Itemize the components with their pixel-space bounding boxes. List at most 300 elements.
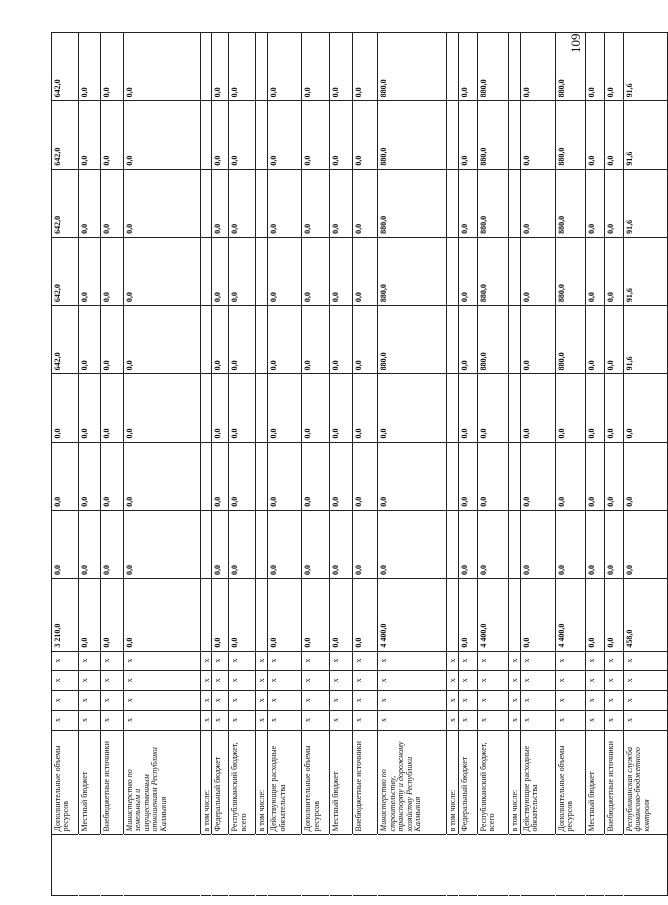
value-cell: 0,0 [79,306,101,374]
value-cell [447,169,458,237]
value-cell: 0,0 [353,510,378,578]
code-cell: x [101,651,124,671]
code-cell: x [555,671,585,691]
table-row [353,33,378,896]
value-cell: 0,0 [520,374,555,442]
value-cell: 880,0 [555,237,585,305]
value-cell: 0,0 [330,374,353,442]
value-cell: 0,0 [212,101,229,169]
value-cell: 0,0 [229,306,256,374]
table-row [101,33,124,896]
code-cell: x [330,651,353,671]
program-cell [458,835,477,896]
value-cell: 0,0 [302,101,330,169]
value-cell [256,510,268,578]
code-cell: x [212,671,229,691]
value-cell: 642,0 [52,306,79,374]
value-cell: 0,0 [212,579,229,652]
value-cell [201,442,212,510]
value-cell [201,237,212,305]
value-cell: 0,0 [458,579,477,652]
code-cell: x [302,671,330,691]
value-cell: 880,0 [378,237,447,305]
value-cell: 0,0 [353,101,378,169]
program-cell [52,835,79,896]
value-cell: 0,0 [520,306,555,374]
row-label: Республиканский бюджет, всего [477,730,508,835]
row-label: Внебюджетные источники [353,730,378,835]
value-cell: 0,0 [458,442,477,510]
value-cell: 0,0 [302,442,330,510]
value-cell: 0,0 [101,442,124,510]
code-cell: x [302,691,330,711]
code-cell: x [256,691,268,711]
value-cell: 0,0 [623,442,667,510]
code-cell: x [604,651,623,671]
value-cell [508,101,520,169]
value-cell: 0,0 [585,374,604,442]
value-cell [256,33,268,101]
code-cell: x [330,711,353,731]
value-cell [201,306,212,374]
code-cell: x [477,691,508,711]
value-cell: 0,0 [604,237,623,305]
code-cell: x [101,711,124,731]
code-cell: x [508,651,520,671]
value-cell: 3 210,0 [52,579,79,652]
code-cell: x [79,671,101,691]
value-cell: 0,0 [520,510,555,578]
program-cell [477,835,508,896]
code-cell: x [555,691,585,711]
code-cell: x [508,711,520,731]
value-cell: 0,0 [101,374,124,442]
value-cell: 91,6 [623,237,667,305]
value-cell [508,306,520,374]
program-cell [212,835,229,896]
row-label: Местный бюджет [585,730,604,835]
value-cell: 0,0 [229,101,256,169]
value-cell: 0,0 [79,510,101,578]
value-cell: 0,0 [268,237,302,305]
value-cell: 0,0 [302,510,330,578]
value-cell: 0,0 [604,442,623,510]
code-cell: x [447,651,458,671]
value-cell: 4 400,0 [477,579,508,652]
value-cell: 91,6 [623,306,667,374]
value-cell: 0,0 [124,237,201,305]
table-row [520,33,555,896]
value-cell: 880,0 [378,306,447,374]
table-row [201,33,212,896]
value-cell: 0,0 [623,510,667,578]
value-cell: 0,0 [268,442,302,510]
code-cell: x [302,651,330,671]
program-cell [330,835,353,896]
value-cell [256,101,268,169]
value-cell: 0,0 [229,33,256,101]
value-cell: 0,0 [520,169,555,237]
program-cell [229,835,256,896]
code-cell: x [378,671,447,691]
budget-table-body [52,33,668,896]
value-cell: 0,0 [268,579,302,652]
row-label: в том числе: [256,730,268,835]
code-cell: x [201,711,212,731]
value-cell [256,442,268,510]
code-cell: x [79,711,101,731]
code-cell: x [101,691,124,711]
table-row [604,33,623,896]
row-label: Местный бюджет [330,730,353,835]
row-label: Республиканский бюджет, всего [229,730,256,835]
value-cell: 0,0 [79,374,101,442]
value-cell [447,33,458,101]
value-cell: 0,0 [79,579,101,652]
code-cell: x [508,691,520,711]
value-cell: 0,0 [79,169,101,237]
row-label: Действующие расходные обязательства [268,730,302,835]
value-cell: 0,0 [124,442,201,510]
value-cell: 880,0 [477,101,508,169]
value-cell: 880,0 [555,33,585,101]
code-cell: x [201,671,212,691]
code-cell: x [52,691,79,711]
value-cell [256,579,268,652]
value-cell [508,33,520,101]
row-label: Министерство по строительству, транспорту и дорожному хозяйству Республики Калмыкия [378,730,447,835]
value-cell: 0,0 [101,306,124,374]
value-cell [508,510,520,578]
code-cell: x [201,691,212,711]
code-cell: x [520,711,555,731]
value-cell [447,237,458,305]
value-cell [201,374,212,442]
table-row [378,33,447,896]
value-cell: 0,0 [353,306,378,374]
table-row [458,33,477,896]
value-cell [508,579,520,652]
value-cell: 0,0 [604,579,623,652]
value-cell: 0,0 [79,33,101,101]
table-row [447,33,458,896]
code-cell: x [378,691,447,711]
value-cell: 0,0 [229,374,256,442]
value-cell [447,442,458,510]
code-cell: x [477,651,508,671]
value-cell: 0,0 [520,33,555,101]
value-cell: 0,0 [585,510,604,578]
code-cell: x [378,711,447,731]
value-cell [201,510,212,578]
code-cell: x [79,651,101,671]
value-cell: 0,0 [378,510,447,578]
program-cell [268,835,302,896]
value-cell: 0,0 [330,169,353,237]
value-cell: 0,0 [101,579,124,652]
value-cell: 0,0 [330,237,353,305]
value-cell [447,101,458,169]
code-cell: x [520,691,555,711]
code-cell: x [229,711,256,731]
value-cell: 880,0 [477,169,508,237]
value-cell: 0,0 [458,510,477,578]
code-cell: x [229,651,256,671]
code-cell: x [353,711,378,731]
page-number: 109 [568,33,583,53]
table-row [477,33,508,896]
code-cell: x [458,691,477,711]
code-cell: x [52,711,79,731]
value-cell: 0,0 [268,101,302,169]
table-row [212,33,229,896]
value-cell: 0,0 [623,374,667,442]
value-cell: 0,0 [585,237,604,305]
code-cell: x [353,671,378,691]
value-cell: 0,0 [124,101,201,169]
value-cell: 0,0 [124,169,201,237]
value-cell: 0,0 [520,237,555,305]
value-cell: 0,0 [229,237,256,305]
row-label: Дополнительные объемы ресурсов [555,730,585,835]
value-cell: 0,0 [302,169,330,237]
row-label: Внебюджетные источники [604,730,623,835]
table-row [124,33,201,896]
value-cell [508,169,520,237]
value-cell [508,374,520,442]
value-cell: 91,6 [623,33,667,101]
code-cell: x [124,671,201,691]
value-cell [508,442,520,510]
value-cell: 0,0 [229,579,256,652]
value-cell: 0,0 [124,579,201,652]
table-row [256,33,268,896]
code-cell: x [604,671,623,691]
code-cell: x [623,711,667,731]
code-cell: x [555,651,585,671]
code-cell: x [353,691,378,711]
code-cell: x [623,671,667,691]
value-cell [256,374,268,442]
value-cell: 880,0 [555,306,585,374]
code-cell: x [212,691,229,711]
value-cell: 642,0 [52,169,79,237]
value-cell [201,33,212,101]
value-cell: 880,0 [477,237,508,305]
value-cell: 0,0 [458,306,477,374]
code-cell: x [585,651,604,671]
value-cell: 0,0 [585,579,604,652]
value-cell: 0,0 [212,374,229,442]
code-cell: x [447,711,458,731]
value-cell: 0,0 [555,510,585,578]
program-cell [378,835,447,896]
value-cell: 0,0 [353,442,378,510]
table-row [623,33,667,896]
code-cell: x [268,671,302,691]
value-cell: 0,0 [520,579,555,652]
value-cell: 0,0 [229,442,256,510]
code-cell: x [52,651,79,671]
program-cell [353,835,378,896]
row-label: Дополнительные объемы ресурсов [52,730,79,835]
value-cell: 0,0 [212,510,229,578]
program-cell [302,835,330,896]
value-cell: 0,0 [353,579,378,652]
value-cell: 0,0 [604,101,623,169]
value-cell: 0,0 [378,442,447,510]
code-cell: x [124,691,201,711]
value-cell: 0,0 [302,579,330,652]
value-cell: 0,0 [330,101,353,169]
value-cell: 0,0 [101,101,124,169]
value-cell: 0,0 [330,442,353,510]
value-cell: 0,0 [52,374,79,442]
code-cell: x [623,691,667,711]
code-cell: x [585,711,604,731]
value-cell: 0,0 [212,237,229,305]
value-cell [201,101,212,169]
value-cell: 0,0 [330,306,353,374]
code-cell: x [555,711,585,731]
budget-table [51,32,668,896]
value-cell: 0,0 [52,442,79,510]
value-cell: 0,0 [477,510,508,578]
value-cell: 0,0 [79,101,101,169]
value-cell [201,169,212,237]
value-cell: 0,0 [353,33,378,101]
program-cell [101,835,124,896]
value-cell: 0,0 [555,442,585,510]
value-cell: 880,0 [477,33,508,101]
value-cell: 0,0 [212,442,229,510]
code-cell: x [585,671,604,691]
value-cell: 880,0 [555,101,585,169]
value-cell: 0,0 [79,442,101,510]
code-cell: x [302,711,330,731]
row-label: в том числе: [508,730,520,835]
row-label: Федеральный бюджет [458,730,477,835]
value-cell: 0,0 [330,510,353,578]
value-cell [508,237,520,305]
table-row [52,33,79,896]
value-cell: 0,0 [520,101,555,169]
row-label: Республиканская служба финансово-бюджетного контроля [623,730,667,835]
value-cell: 0,0 [212,306,229,374]
program-cell [604,835,623,896]
value-cell: 0,0 [555,374,585,442]
value-cell: 0,0 [212,33,229,101]
value-cell: 880,0 [477,306,508,374]
code-cell: x [330,691,353,711]
value-cell: 0,0 [477,442,508,510]
value-cell: 0,0 [302,237,330,305]
value-cell: 880,0 [555,169,585,237]
code-cell: x [256,671,268,691]
program-cell [520,835,555,896]
value-cell: 0,0 [79,237,101,305]
table-row [330,33,353,896]
code-cell: x [458,671,477,691]
value-cell: 0,0 [101,33,124,101]
code-cell: x [585,691,604,711]
code-cell: x [124,711,201,731]
code-cell: x [256,711,268,731]
value-cell: 0,0 [604,306,623,374]
program-cell [256,835,268,896]
value-cell: 91,6 [623,169,667,237]
value-cell: 4 400,0 [555,579,585,652]
table-row [508,33,520,896]
value-cell [447,579,458,652]
value-cell: 0,0 [585,306,604,374]
value-cell: 0,0 [212,169,229,237]
value-cell: 0,0 [585,442,604,510]
value-cell: 0,0 [585,101,604,169]
value-cell: 0,0 [124,374,201,442]
value-cell: 0,0 [458,33,477,101]
value-cell [256,306,268,374]
code-cell: x [623,651,667,671]
value-cell [447,510,458,578]
code-cell: x [520,671,555,691]
value-cell: 0,0 [101,237,124,305]
value-cell: 0,0 [124,33,201,101]
value-cell: 880,0 [378,169,447,237]
value-cell: 0,0 [604,33,623,101]
code-cell: x [447,691,458,711]
code-cell: x [477,711,508,731]
code-cell: x [79,691,101,711]
value-cell: 0,0 [477,374,508,442]
code-cell: x [52,671,79,691]
code-cell: x [212,651,229,671]
value-cell: 0,0 [302,33,330,101]
value-cell: 0,0 [520,442,555,510]
code-cell: x [604,691,623,711]
value-cell: 0,0 [353,237,378,305]
code-cell: x [330,671,353,691]
value-cell: 880,0 [378,101,447,169]
code-cell: x [268,711,302,731]
row-label: в том числе: [201,730,212,835]
code-cell: x [229,691,256,711]
value-cell [256,237,268,305]
value-cell [201,579,212,652]
code-cell: x [447,671,458,691]
code-cell: x [256,651,268,671]
value-cell: 0,0 [268,510,302,578]
code-cell: x [508,671,520,691]
code-cell: x [458,651,477,671]
value-cell: 0,0 [302,306,330,374]
code-cell: x [268,691,302,711]
value-cell [256,169,268,237]
value-cell: 0,0 [353,169,378,237]
value-cell: 0,0 [585,169,604,237]
row-label: Местный бюджет [79,730,101,835]
value-cell: 0,0 [229,169,256,237]
value-cell: 642,0 [52,33,79,101]
value-cell: 0,0 [330,579,353,652]
value-cell: 0,0 [378,374,447,442]
program-cell [201,835,212,896]
program-cell [508,835,520,896]
code-cell: x [604,711,623,731]
value-cell: 0,0 [124,510,201,578]
code-cell: x [212,711,229,731]
value-cell: 0,0 [604,169,623,237]
